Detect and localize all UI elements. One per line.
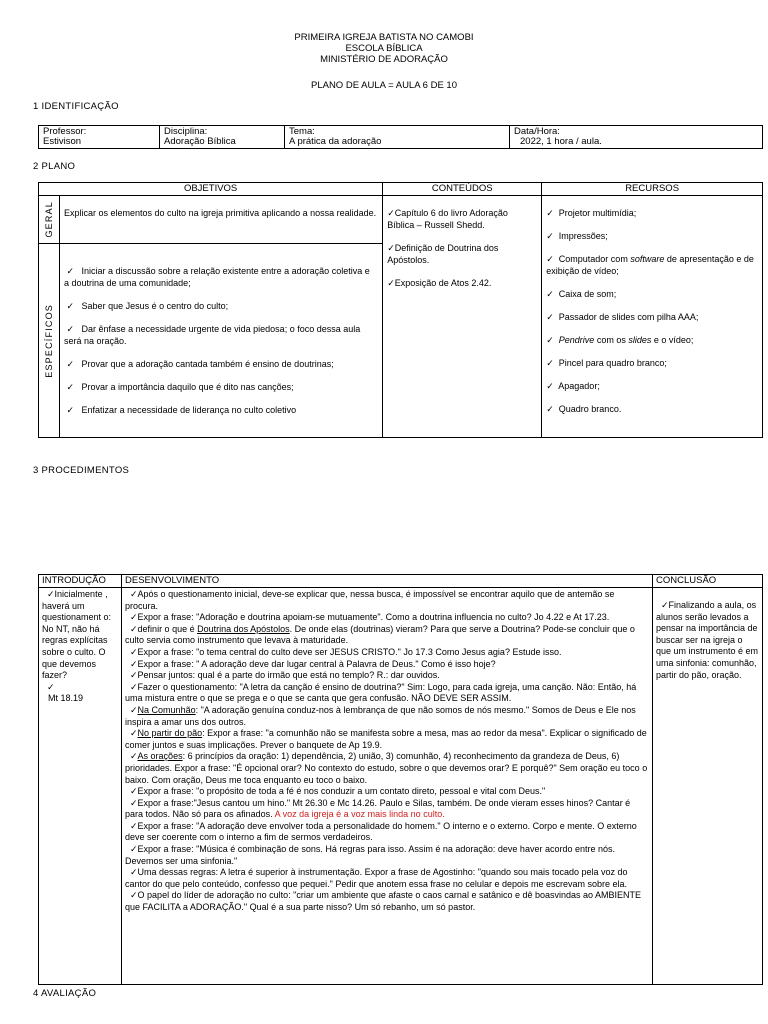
check-icon: ✓ (546, 358, 559, 368)
check-icon: ✓ (125, 786, 138, 797)
conclusao-cell (653, 588, 763, 985)
section-plano: 2 PLANO (33, 161, 76, 172)
check-icon: ✓ (125, 646, 138, 657)
check-icon: ✓ (125, 844, 138, 855)
check-icon: ✓ (125, 612, 138, 623)
header-desenvolvimento: DESENVOLVIMENTO (122, 575, 653, 588)
check-icon: ✓ (64, 266, 82, 276)
header-introducao: INTRODUÇÃO (39, 575, 122, 588)
check-icon: ✓ (125, 890, 138, 901)
recurso-item: ✓ Caixa de som; (546, 289, 617, 299)
check-icon: ✓ (546, 208, 559, 218)
especifico-item: ✓ Dar ênfase a necessidade urgente de vida piedosa; o foco dessa aula será na oração. (64, 324, 361, 346)
especificos-list (60, 244, 383, 438)
check-icon: ✓ (546, 381, 559, 391)
professor-label: Professor: (43, 126, 87, 137)
disciplina-label: Disciplina: (164, 126, 208, 137)
dev-item: ✓Pensar juntos: qual é a parte do irmão que está no templo? R.: dar ouvidos. (125, 670, 440, 681)
tema-cell (285, 126, 510, 149)
section-avaliacao: 4 AVALIAÇÃO (33, 988, 97, 999)
especifico-item: ✓ Enfatizar a necessidade de liderança no culto coletivo (64, 405, 297, 415)
check-icon: ✓ (125, 658, 138, 669)
conteudo-item: ✓Definição de Doutrina dos Apóstolos. (387, 243, 499, 265)
section-procedimentos: 3 PROCEDIMENTOS (33, 465, 130, 476)
check-icon: ✓ (387, 208, 395, 218)
geral-cell (39, 196, 60, 244)
tema-value: A prática da adoração (289, 136, 382, 147)
data-value: 2022, 1 hora / aula. (520, 136, 602, 147)
check-icon: ✓ (387, 278, 395, 288)
disciplina-value: Adoração Bíblica (164, 136, 236, 147)
dev-item: ✓Uma dessas regras: A letra é superior à instrumentação. Expor a frase de Agostinho: "quando sou mais tocado pela voz do cantor do que pelo conteúdo, confesso que pequei." Pedir que anotem essa frase no celular e depois me escrevam sobre ela. (125, 867, 628, 889)
check-icon: ✓ (64, 359, 82, 369)
check-icon: ✓ (64, 405, 82, 415)
procedures-table (38, 574, 763, 985)
dev-item: ✓Expor a frase: "Adoração e doutrina apoiam-se mutuamente". Como a doutrina influencia no culto? Jo 4.22 e At 17.23. (125, 612, 610, 623)
plan-table (38, 182, 763, 438)
especificos-label: ESPECÍFICOS (44, 303, 54, 378)
dev-item: ✓definir o que é Doutrina dos Apóstolos. De onde elas (doutrinas) vieram? Para que serve a Doutrina? Pode-se concluir que o culto servia como instrumento que levava à maturidade. (125, 623, 635, 646)
header-recursos: RECURSOS (542, 183, 763, 196)
data-cell (510, 126, 763, 149)
dev-item: ✓Expor a frase: "o tema central do culto deve ser JESUS CRISTO." Jo 17.3 Como Jesus agia? Estude isso. (125, 646, 562, 657)
dev-item: ✓Expor a frase: "A adoração deve envolver toda a personalidade do homem." O interno e o externo. Corpo e mente. O externo deve ser coerente com o interno a fim de sermos verdadeiros. (125, 820, 637, 843)
dev-item: ✓Expor a frase: " A adoração deve dar lugar central à Palavra de Deus." Como é isso hoje? (125, 658, 496, 669)
dev-item: ✓As orações: 6 princípios da oração: 1) dependência, 2) união, 3) comunhão, 4) reconhecimento da grandeza de Deus, 6) prioridades. Expor a frase: "É opcional orar? No contexto do estudo, sobre o que devemos orar? E porquê?" Sem oração eu toco o baixo. Com oração, Deus me toca enquanto eu toco o baixo. (125, 751, 648, 785)
check-icon: ✓ (125, 681, 138, 692)
recursos-cell (542, 196, 763, 438)
check-icon: ✓ (125, 820, 138, 831)
check-icon: ✓ (125, 670, 138, 681)
dev-item: ✓O papel do líder de adoração no culto: "criar um ambiente que afaste o caos carnal e satânico e dê boasvindas ao AMBIENTE que FACILITA a ADORAÇÃO." Qual é a sua parte nisso? Um só rebanho, um só pastor. (125, 890, 642, 913)
check-icon: ✓ (125, 797, 138, 808)
recurso-item: ✓ Computador com software de apresentação e de exibição de vídeo; (546, 254, 754, 276)
dev-item: ✓Fazer o questionamento: "A letra da canção é ensino de doutrina?" Sim: Logo, para cada igreja, uma canção. Não: Então, há uma mistura entre o que se prega e o que se canta que gera confusão. NÃO DEVE SER ASSIM. (125, 681, 637, 704)
especifico-item: ✓ Provar a importância daquilo que é dito nas canções; (64, 382, 294, 392)
check-icon: ✓ (546, 312, 559, 322)
check-icon: ✓ (42, 589, 55, 599)
dev-item: ✓Expor a frase: "Música é combinação de sons. Há regras para isso. Assim é na adoração: deve haver acordo entre nós. Devemos ser uma sinfonia." (125, 844, 615, 866)
school-name: ESCOLA BÍBLICA (345, 43, 423, 54)
data-label: Data/Hora: (514, 126, 560, 137)
recurso-item: ✓ Impressões; (546, 231, 608, 241)
header-objetivos: OBJETIVOS (39, 183, 383, 196)
conteudo-item: ✓Exposição de Atos 2.42. (387, 278, 492, 288)
recurso-item: ✓ Apagador; (546, 381, 600, 391)
check-icon: ✓ (387, 243, 395, 253)
check-icon: ✓ (546, 335, 559, 345)
recurso-item: ✓ Projetor multimídia; (546, 208, 637, 218)
conclusion-text: Finalizando a aula, os alunos serão levados a pensar na importância de buscar ser na igreja o que um instrumento é em uma sinfonia: comunhão, partir do pão, oração. (656, 600, 759, 680)
check-icon: ✓ (64, 382, 82, 392)
conteudos-cell (383, 196, 542, 438)
church-name: PRIMEIRA IGREJA BATISTA NO CAMOBI (294, 32, 474, 43)
ministry-name: MINISTÉRIO DE ADORAÇÃO (320, 54, 448, 65)
recurso-item: ✓ Pincel para quadro branco; (546, 358, 667, 368)
check-icon: ✓ (125, 867, 138, 878)
disciplina-cell (160, 126, 285, 149)
check-icon: ✓ (546, 254, 559, 264)
dev-item: ✓Expor a frase:"Jesus cantou um hino." Mt 26.30 e Mc 14.26. Paulo e Silas, também. De onde vieram esses hinos? Cantar é para todos. Não só para os afinados. A voz da igreja é a voz mais linda no culto. (125, 797, 631, 820)
recurso-item: ✓ Pendrive com os slides e o vídeo; (546, 335, 694, 345)
conteudo-item: ✓Capítulo 6 do livro Adoração Bíblica – Russell Shedd. (387, 208, 508, 230)
check-icon: ✓ (125, 589, 138, 599)
plan-title: PLANO DE AULA = AULA 6 DE 10 (310, 80, 457, 91)
desenvolvimento-cell (122, 588, 653, 985)
professor-cell (39, 126, 160, 149)
check-icon: ✓ (125, 704, 138, 715)
check-icon: ✓ (546, 404, 559, 414)
check-icon: ✓ (546, 231, 559, 241)
geral-text: Explicar os elementos do culto na igreja primitiva aplicando a nossa realidade. (60, 196, 383, 244)
introducao-cell (39, 588, 122, 985)
intro-ref: Mt 18.19 (48, 693, 84, 704)
dev-item: ✓Na Comunhão: "A adoração genuína conduz-nos à lembrança de que não somos de nós mesmo." Somos de Deus e Ele nos inspira a amar uns dos outros. (125, 704, 636, 727)
header-conclusao: CONCLUSÃO (653, 575, 763, 588)
recurso-item: ✓ Passador de slides com pilha AAA; (546, 312, 699, 322)
section-identificacao: 1 IDENTIFICAÇÃO (33, 101, 119, 112)
especificos-cell (39, 244, 60, 438)
check-icon: ✓ (64, 324, 82, 334)
dev-item: ✓Após o questionamento inicial, deve-se explicar que, nessa busca, é impossível se encontrar aquilo que de antemão se procura. (125, 589, 615, 611)
check-icon: ✓ (42, 681, 55, 692)
especifico-item: ✓ Iniciar a discussão sobre a relação existente entre a adoração coletiva e a doutrina de uma comunidade; (64, 266, 370, 288)
recurso-item: ✓ Quadro branco. (546, 404, 622, 414)
check-icon: ✓ (125, 728, 138, 739)
header-conteudos: CONTEÚDOS (383, 183, 542, 196)
check-icon: ✓ (546, 289, 559, 299)
professor-value: Estivison (43, 136, 82, 147)
check-icon: ✓ (125, 623, 138, 634)
dev-item: ✓No partir do pão: Expor a frase: "a comunhão não se manifesta sobre a mesa, mas ao redor da mesa". Explicar o significado de comer juntos e suas implicações. Prever o banquete de Ap 19.9. (125, 728, 647, 750)
intro-text: ✓Inicialmente , haverá um questionament o: No NT, não há regras explícitas sobre o culto. O que devemos fazer? (42, 589, 112, 681)
dev-item: ✓Expor a frase: "o propósito de toda a fé é nos conduzir a um contato direto, pessoal e vital com Deus." (125, 786, 546, 797)
check-icon: ✓ (656, 600, 669, 610)
geral-label: GERAL (44, 201, 54, 238)
especifico-item: ✓ Saber que Jesus é o centro do culto; (64, 301, 229, 311)
check-icon: ✓ (125, 751, 138, 762)
tema-label: Tema: (289, 126, 315, 137)
identification-table (38, 125, 763, 149)
especifico-item: ✓ Provar que a adoração cantada também é ensino de doutrinas; (64, 359, 334, 369)
check-icon: ✓ (64, 301, 82, 311)
